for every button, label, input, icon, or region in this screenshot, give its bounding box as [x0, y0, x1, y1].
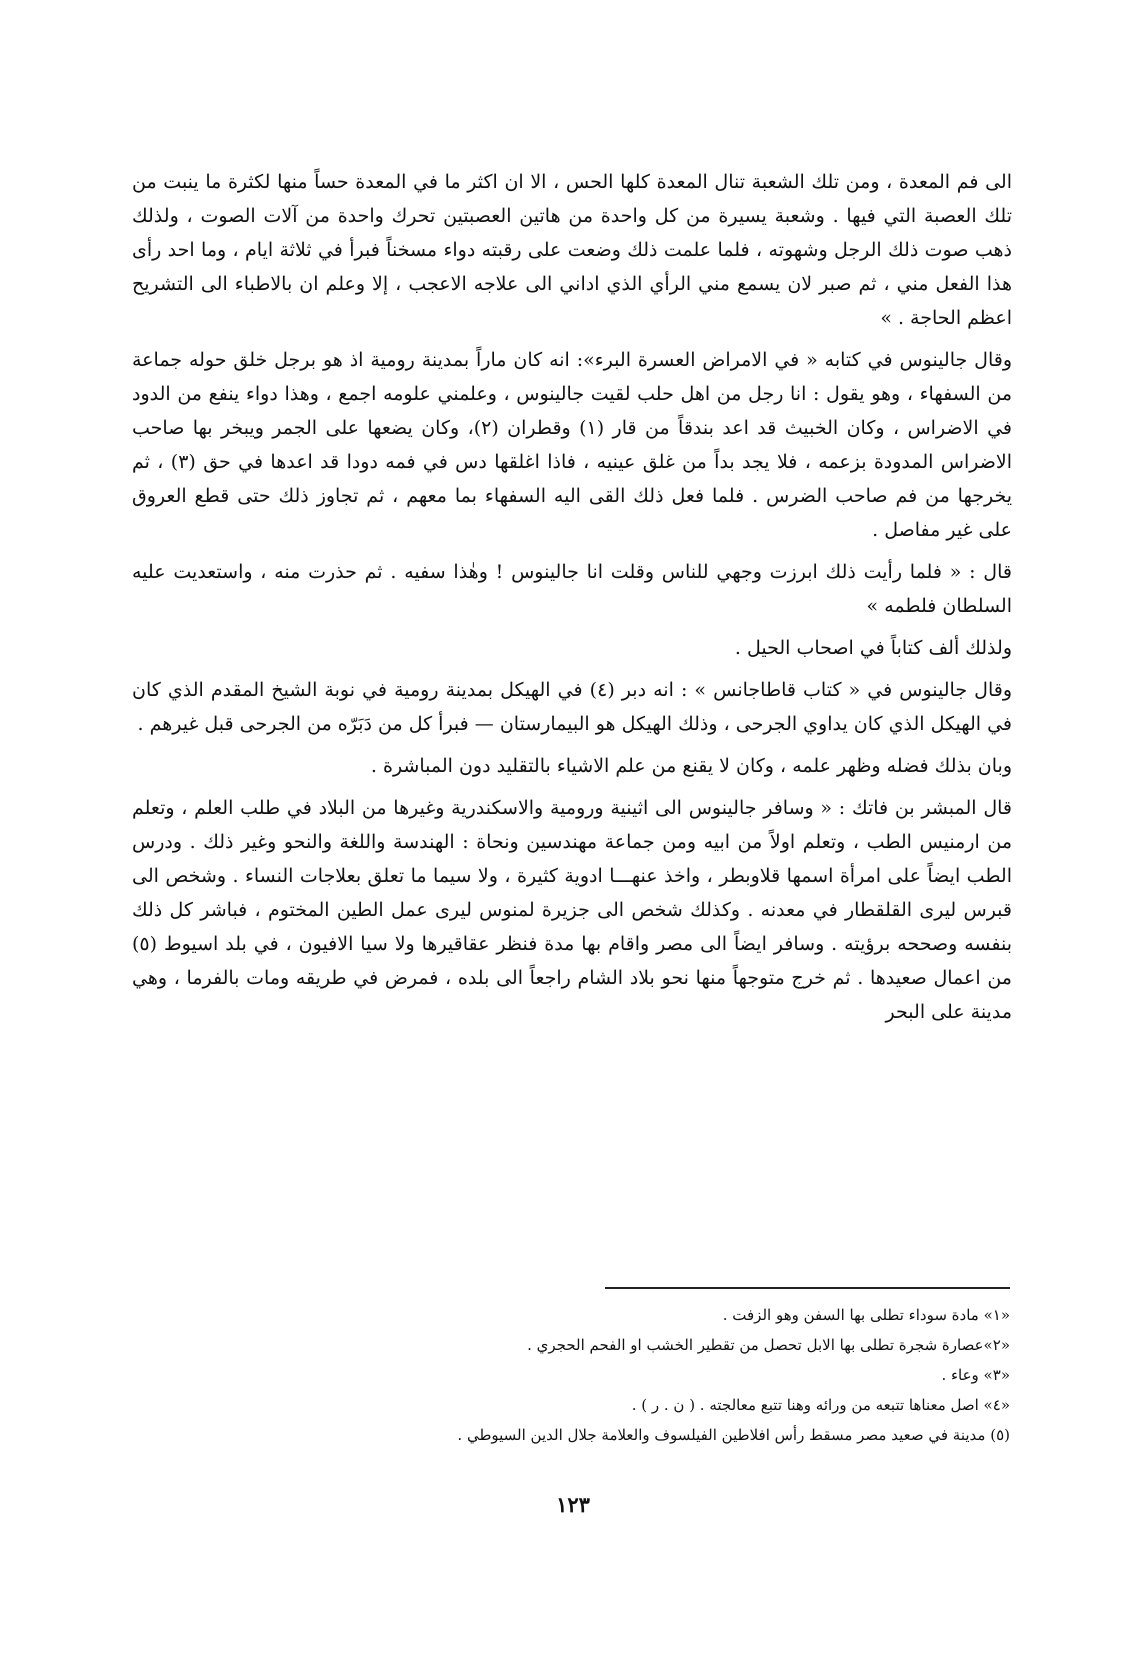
footnote-4: «٤» اصل معناها تتبعه من ورائه وهنا تتبع معالجته . ( ن . ر ) . [631, 1396, 1010, 1414]
page-number: ١٢٣ [556, 1492, 590, 1517]
footnote-5: (٥) مدينة في صعيد مصر مسقط رأس افلاطين الفيلسوف والعلامة جلال الدين السيوطي . [457, 1426, 1010, 1444]
footnotes [190, 1300, 1010, 1450]
main-text [132, 165, 1012, 1037]
paragraph-6: وبان بذلك فضله وظهر علمه ، وكان لا يقنع من علم الاشياء بالتقليد دون المباشرة . [370, 755, 1012, 777]
paragraph-7: قال المبشر بن فاتك : « وسافر جالينوس الى اثينية ورومية والاسكندرية وغيرها من البلاد في طلب العلم ، وتعلم من ارمنيس الطب ، وتعلم اولاً من ابيه ومن جماعة مهندسين ونحاة : الهندسة واللغة والنحو وغير ذلك . ودرس الطب ايضاً على امرأة اسمها قلاوبطر ، واخذ عنهـــا ادوية كثيرة ، ولا سيما ما تعلق بعلاجات النساء . وشخص الى قبرس ليرى القلقطار في معدنه . وكذلك شخص الى جزيرة لمنوس ليرى عمل الطين المختوم ، فباشر كل ذلك بنفسه وصححه برؤيته . وسافر ايضاً الى مصر واقام بها مدة فنظر عقاقيرها ولا سيا الافيون ، في بلد اسيوط (٥) من اعمال صعيدها . ثم خرج متوجهاً منها نحو بلاد الشام راجعاً الى بلده ، فمرض في طريقه ومات بالفرما ، وهي مدينة على البحر [132, 797, 1013, 1023]
paragraph-2: وقال جالينوس في كتابه « في الامراض العسرة البرء»: انه كان ماراً بمدينة رومية اذ هو برجل خلق حوله جماعة من السفهاء ، وهو يقول : انا رجل من اهل حلب لقيت جالينوس ، وعلمني علومه اجمع ، وهذا دواء ينفع من الدود في الاضراس ، وكان الخبيث قد اعد بندقاً من قار (١) وقطران (٢)، وكان يضعها على الجمر ويبخر بها صاحب الاضراس المدودة بزعمه ، فلا يجد بداً من غلق عينيه ، فاذا اغلقها دس في فمه دودا قد اعدها في حق (٣) ، ثم يخرجها من فم صاحب الضرس . فلما فعل ذلك القى اليه السفهاء بما معهم ، ثم تجاوز ذلك حتى قطع العروق على غير مفاصل . [132, 349, 1013, 541]
footnote-separator [605, 1287, 1010, 1289]
paragraph-4: ولذلك ألف كتاباً في اصحاب الحيل . [734, 637, 1012, 659]
paragraph-3: قال : « فلما رأيت ذلك ابرزت وجهي للناس وقلت انا جالينوس ! وهٰذا سفيه . ثم حذرت منه ، واستعديت عليه السلطان فلطمه » [132, 561, 1012, 617]
footnote-2: «٢»عصارة شجرة تطلى بها الابل تحصل من تقطير الخشب او الفحم الحجري . [527, 1336, 1010, 1354]
footnote-1: «١» مادة سوداء تطلى بها السفن وهو الزفت . [722, 1306, 1010, 1324]
footnote-3: «٣» وعاء . [941, 1366, 1010, 1384]
paragraph-1: الى فم المعدة ، ومن تلك الشعبة تنال المعدة كلها الحس ، الا ان اكثر ما في المعدة حساً منها لكثرة ما ينبت من تلك العصبة التي فيها . وشعبة يسيرة من كل واحدة من هاتين العصبتين تحرك واحدة من آلات الصوت ، ولذلك ذهب صوت ذلك الرجل وشهوته ، فلما علمت ذلك وضعت على رقبته دواء مسخناً فبرأ في ثلاثة ايام ، وما احد رأى هذا الفعل مني ، ثم صبر لان يسمع مني الرأي الذي اداني الى علاجه الاعجب ، إلا وعلم ان بالاطباء الى التشريح اعظم الحاجة . » [132, 171, 1012, 329]
paragraph-5: وقال جالينوس في « كتاب قاطاجانس » : انه دبر (٤) في الهيكل بمدينة رومية في نوبة الشيخ المقدم الذي كان في الهيكل الذي كان يداوي الجرحى ، وذلك الهيكل هو البيمارستان — فبرأ كل من دَبَرّه من الجرحى قبل غيرهم . [132, 679, 1013, 735]
